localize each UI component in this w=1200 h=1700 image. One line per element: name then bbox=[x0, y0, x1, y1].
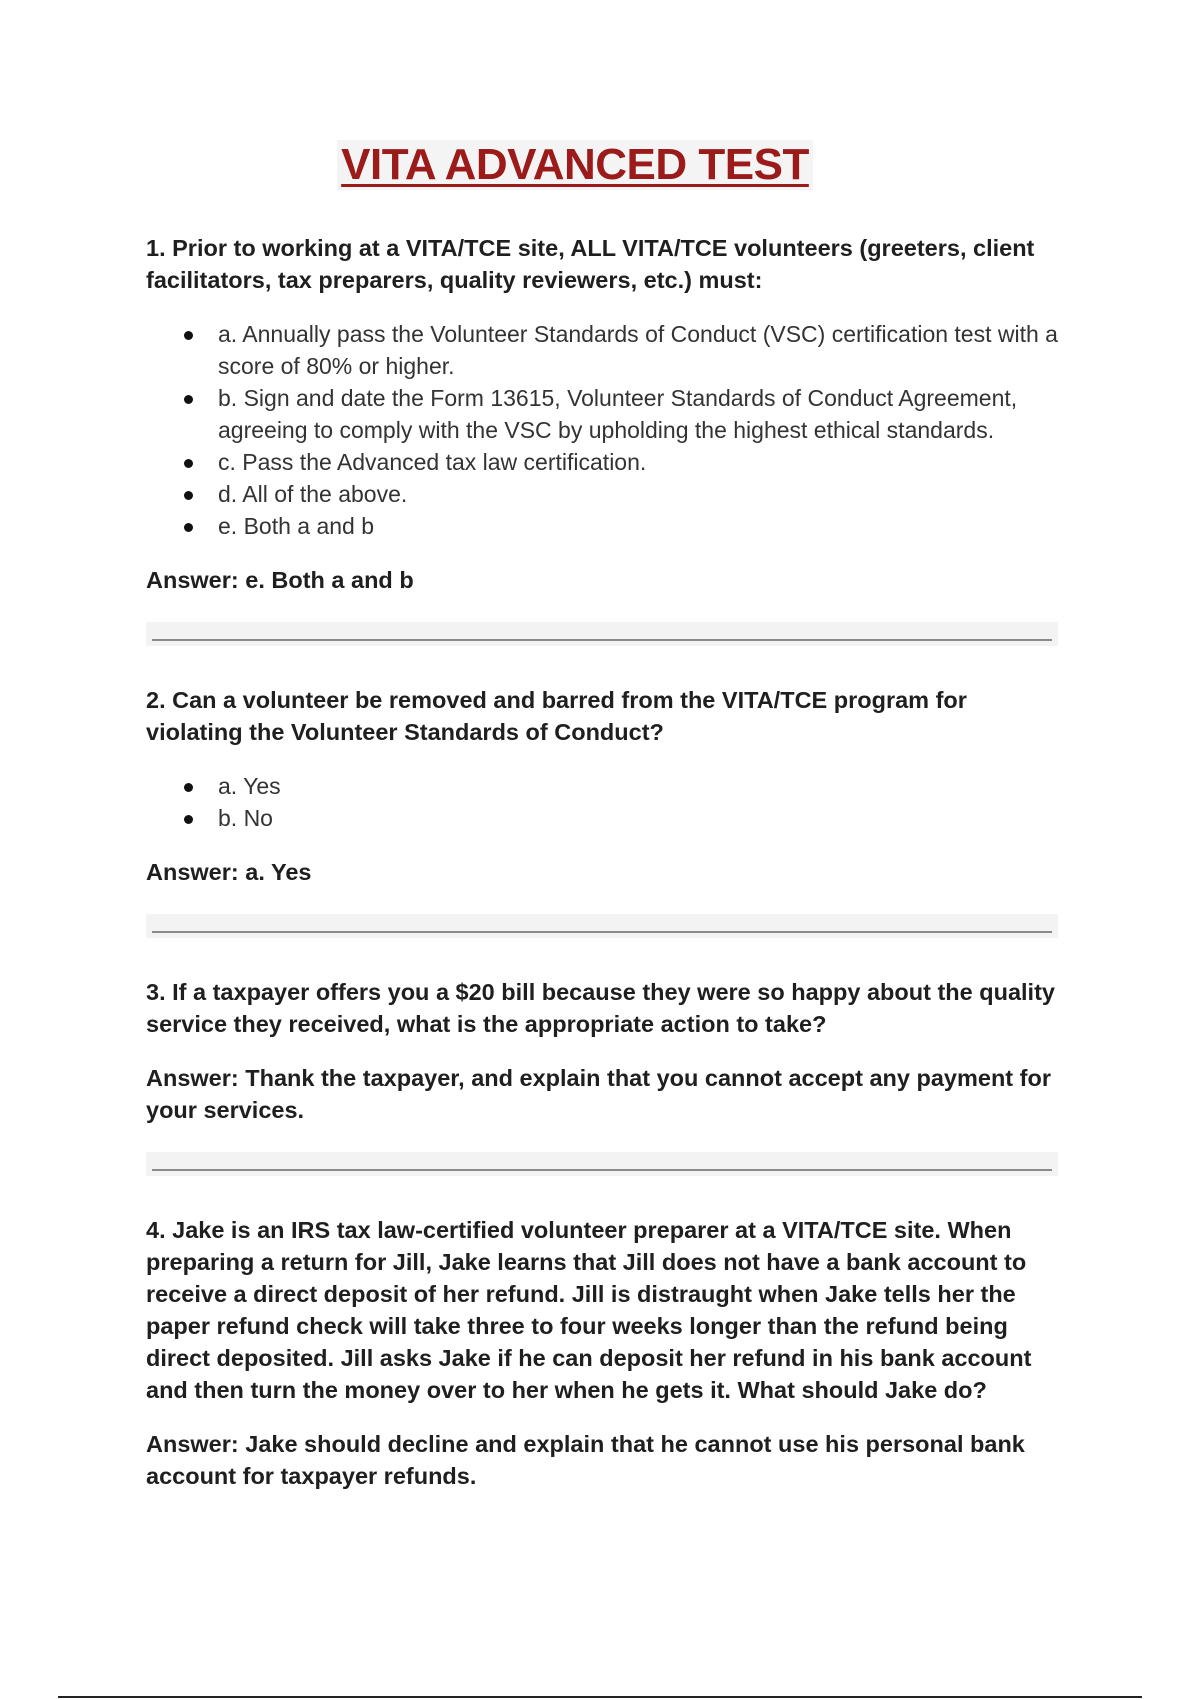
option-text: d. All of the above. bbox=[218, 481, 408, 507]
section-divider bbox=[146, 1152, 1058, 1176]
page-title: VITA ADVANCED TEST bbox=[337, 140, 813, 190]
bullet-icon bbox=[184, 815, 193, 824]
question-block-2 bbox=[146, 684, 1058, 888]
question-text: 4. Jake is an IRS tax law-certified volunteer preparer at a VITA/TCE site. When preparing a return for Jill, Jake learns that Jill does not have a bank account to receive a direct deposit of her refund. Jill is distraught when Jake tells her the paper refund check will take three to four weeks longer than the refund being direct deposited. Jill asks Jake if he can deposit her refund in his bank account and then turn the money over to her when he gets it. What should Jake do? bbox=[146, 1217, 1032, 1403]
question-block-4 bbox=[146, 1214, 1058, 1492]
option-item bbox=[146, 802, 1058, 834]
option-item bbox=[146, 478, 1058, 510]
answer-text: Answer: e. Both a and b bbox=[146, 567, 414, 593]
option-text: a. Yes bbox=[218, 773, 281, 799]
option-text: c. Pass the Advanced tax law certification. bbox=[218, 449, 647, 475]
option-text: a. Annually pass the Volunteer Standards of Conduct (VSC) certification test with a score of 80% or higher. bbox=[218, 321, 1058, 379]
option-text: b. No bbox=[218, 805, 273, 831]
question-content bbox=[146, 232, 1058, 1518]
option-item bbox=[146, 318, 1058, 382]
question-text: 2. Can a volunteer be removed and barred from the VITA/TCE program for violating the Volunteer Standards of Conduct? bbox=[146, 687, 967, 745]
answer-text: Answer: Thank the taxpayer, and explain that you cannot accept any payment for your services. bbox=[146, 1065, 1051, 1123]
option-item bbox=[146, 770, 1058, 802]
bullet-icon bbox=[184, 331, 193, 340]
question-block-3 bbox=[146, 976, 1058, 1126]
option-list bbox=[146, 318, 1058, 542]
page-bottom-rule bbox=[58, 1696, 1142, 1698]
question-text: 1. Prior to working at a VITA/TCE site, ALL VITA/TCE volunteers (greeters, client facilitators, tax preparers, quality reviewers, etc.) must: bbox=[146, 235, 1035, 293]
option-text: b. Sign and date the Form 13615, Volunteer Standards of Conduct Agreement, agreeing to comply with the VSC by upholding the highest ethical standards. bbox=[218, 385, 1018, 443]
title-container bbox=[0, 140, 1150, 190]
option-list bbox=[146, 770, 1058, 834]
question-block-1 bbox=[146, 232, 1058, 596]
bullet-icon bbox=[184, 395, 193, 404]
section-divider bbox=[146, 914, 1058, 938]
question-text: 3. If a taxpayer offers you a $20 bill because they were so happy about the quality service they received, what is the appropriate action to take? bbox=[146, 979, 1055, 1037]
option-item bbox=[146, 446, 1058, 478]
section-divider bbox=[146, 622, 1058, 646]
option-text: e. Both a and b bbox=[218, 513, 375, 539]
option-item bbox=[146, 510, 1058, 542]
option-item bbox=[146, 382, 1058, 446]
bullet-icon bbox=[184, 459, 193, 468]
answer-text: Answer: a. Yes bbox=[146, 859, 312, 885]
bullet-icon bbox=[184, 491, 193, 500]
bullet-icon bbox=[184, 783, 193, 792]
bullet-icon bbox=[184, 523, 193, 532]
answer-text: Answer: Jake should decline and explain that he cannot use his personal bank account for taxpayer refunds. bbox=[146, 1431, 1025, 1489]
